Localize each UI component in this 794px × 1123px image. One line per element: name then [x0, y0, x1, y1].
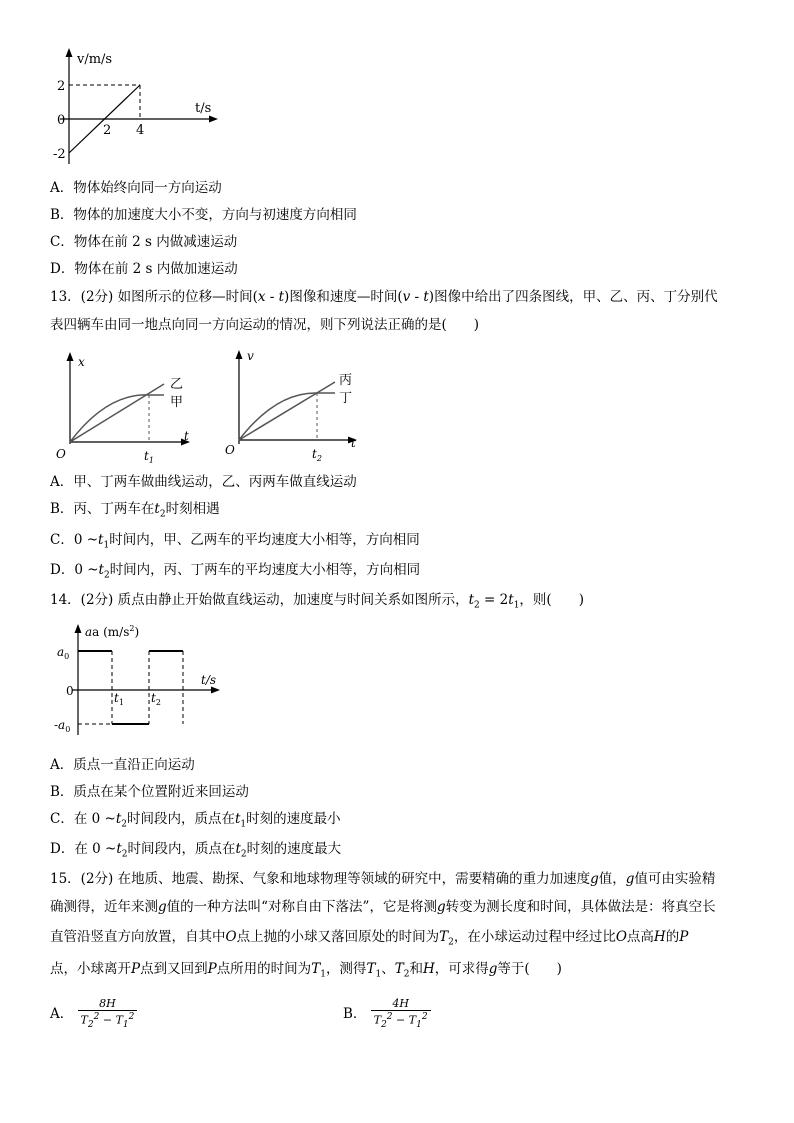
q12-option-a: A．物体始终向同一方向运动 [50, 180, 222, 196]
velocity-time-graph-2 [221, 348, 371, 468]
q13-stem-line2: 表四辆车由同一地点向同一方向运动的情况，则下列说法正确的是( ) [50, 317, 480, 333]
q15-option-b: B． $\frac{4H}{T_2^2 - T_1^2}$ [343, 998, 431, 1031]
tick-x-2: 2 [103, 123, 112, 138]
q12-option-d: D．物体在前 2 s 内做加速运动 [50, 261, 238, 277]
v-axis-label-2: v [247, 349, 254, 363]
q15-option-a: A． $\frac{8H}{T_2^2 - T_1^2}$ [50, 998, 137, 1031]
origin-left: O [56, 447, 66, 461]
curve-label-ding: 丁 [339, 391, 353, 406]
x-axis-label: x [78, 355, 85, 369]
velocity-time-graph [52, 42, 222, 167]
neg-a0-label: $-a_0$ [54, 718, 71, 734]
displacement-time-graph [52, 348, 202, 468]
q13-option-d: D．0 $\sim t_2$时间内，丙、丁两车的平均速度大小相等，方向相同 [50, 562, 421, 581]
tick-y-2: 2 [57, 79, 66, 94]
option-b-fraction: $\frac{4H}{T_2^2 - T_1^2}$ [371, 998, 431, 1031]
t-axis-label-left: t [184, 429, 189, 443]
q14-stem: 14．(2分) 质点由静止开始做直线运动，加速度与时间关系如图所示，$t_2 = 2t_1$，则( ) [50, 592, 584, 611]
q13-stem-line1: 13．(2分) 如图所示的位移—时间(x - t)图像和速度—时间(v - t)图像中给出了四条图线，甲、乙、丙、丁分别代 [50, 289, 718, 305]
q14-option-a: A．质点一直沿正向运动 [50, 757, 195, 773]
q14-option-b: B．质点在某个位置附近来回运动 [50, 784, 249, 800]
q13-option-c: C．0 $\sim t_1$时间内，甲、乙两车的平均速度大小相等，方向相同 [50, 532, 420, 551]
origin-right: O [225, 443, 235, 457]
t2-tick: $t_2$ [312, 447, 322, 463]
a-axis-label: aa $(m/s^2)$ [85, 624, 140, 639]
a0-label: $a_0$ [57, 645, 70, 661]
zero-label: 0 [66, 684, 74, 698]
acceleration-time-graph [54, 620, 234, 738]
curve-label-bing: 丙 [339, 373, 353, 388]
curve-label-jia: 甲 [170, 395, 184, 410]
t2-label: $t_2$ [151, 691, 161, 707]
tick-y-neg2: -2 [53, 147, 66, 162]
q15-stem-line2: 确测得，近年来测g值的一种方法叫“对称自由下落法”，它是将测g转变为测长度和时间，具体做法是：将真空长 [50, 899, 716, 915]
q15-stem-line4: 点，小球离开P点到又回到P点所用的时间为$T_1$，测得$T_1$、$T_2$和H，可求得g等于( ) [50, 961, 562, 980]
t-axis-label-3: t/s [201, 673, 217, 687]
q12-option-c: C．物体在前 2 s 内做减速运动 [50, 234, 238, 250]
q15-stem-line3: 直管沿竖直方向放置，自其中O点上抛的小球又落回原处的时间为$T_2$，在小球运动过程中经过比O点高H的P [50, 929, 689, 948]
tick-x-4: 4 [136, 123, 145, 138]
q14-option-d: D．在 0 $\sim t_2$时间段内，质点在$t_2$时刻的速度最大 [50, 841, 342, 860]
tick-zero: 0 [57, 113, 66, 128]
t-axis-label-right: t [351, 436, 356, 450]
t1-label: $t_1$ [114, 691, 124, 707]
q14-option-c: C．在 0 $\sim t_2$时间段内，质点在$t_1$时刻的速度最小 [50, 811, 341, 830]
q15-stem-line1: 15．(2分) 在地质、地震、勘探、气象和地球物理等领域的研究中，需要精确的重力加速度g值，g值可由实验精 [50, 871, 716, 887]
q12-option-b: B．物体的加速度大小不变，方向与初速度方向相同 [50, 207, 357, 223]
q13-option-b: B．丙、丁两车在$t_2$时刻相遇 [50, 501, 220, 520]
t1-tick: $t_1$ [144, 449, 154, 465]
v-axis-label: v/m/s [77, 52, 113, 67]
t-axis-label: t/s [195, 101, 212, 116]
q13-option-a: A．甲、丁两车做曲线运动，乙、丙两车做直线运动 [50, 474, 357, 490]
option-a-fraction: $\frac{8H}{T_2^2 - T_1^2}$ [78, 998, 138, 1031]
curve-label-yi: 乙 [170, 377, 184, 392]
